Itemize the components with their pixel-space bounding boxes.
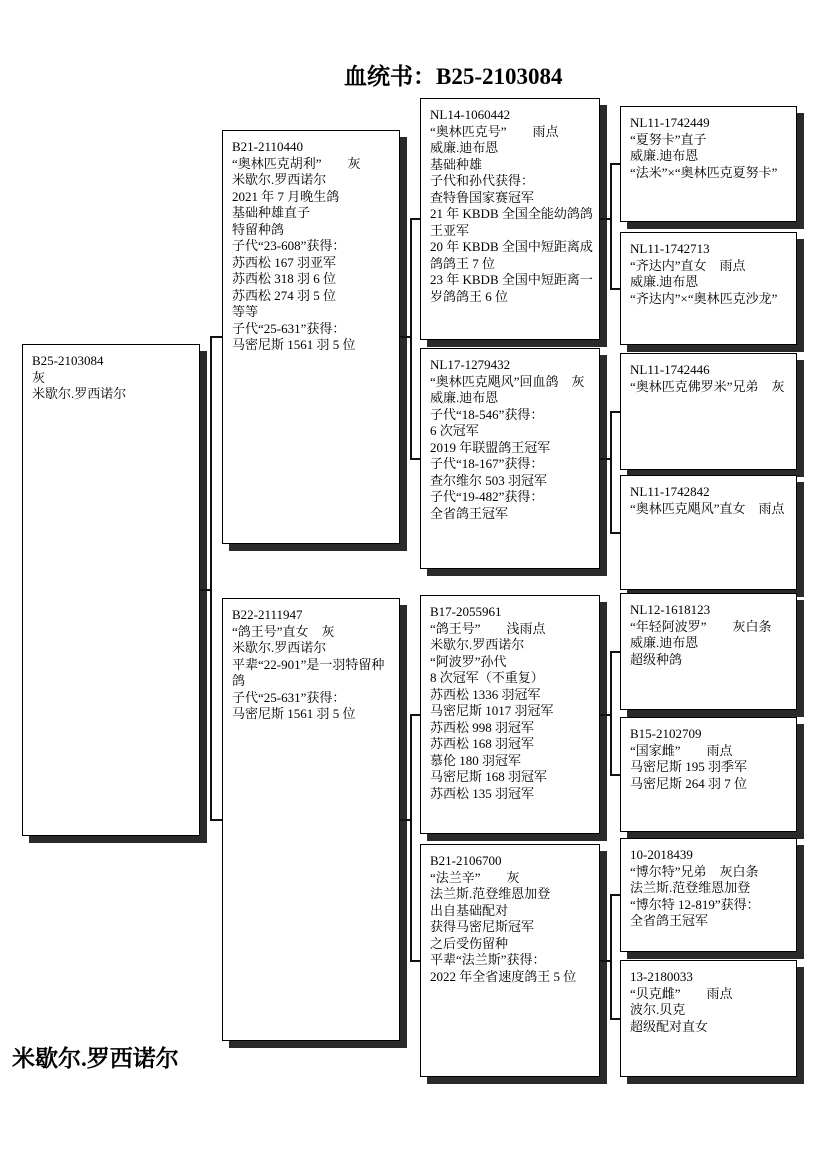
connector-line <box>410 714 420 716</box>
pedigree-text-line: B21-2106700 <box>430 853 502 868</box>
pedigree-text-line: 平辈“法兰斯”获得： <box>430 952 546 967</box>
pedigree-text-line: “奥林匹克飓风”直女 雨点 <box>630 500 785 516</box>
connector-line <box>610 894 612 1020</box>
pedigree-text-line: 子代和孙代获得： <box>430 173 535 188</box>
pedigree-text-line: B25-2103084 <box>32 353 104 368</box>
pedigree-text-line: “鸽王号” 浅雨点 <box>430 620 546 636</box>
pedigree-text-line: 超级种鸽 <box>630 651 683 667</box>
pedigree-text-line: “奥林匹克飓风”回血鸽 灰 <box>430 373 585 389</box>
pedigree-text-line: “齐达内”×“奥林匹克沙龙” <box>630 290 778 306</box>
pedigree-text-line: “贝克雌” 雨点 <box>630 985 733 1001</box>
pedigree-text-line: 基础种雄 <box>430 156 483 172</box>
pedigree-box-B15-2102709 <box>620 717 797 832</box>
pedigree-text-line: 威廉.迪布恩 <box>430 140 499 155</box>
pedigree-box-NL11-1742449 <box>620 106 797 222</box>
pedigree-text-line: 等等 <box>232 304 259 319</box>
pedigree-box-NL11-1742842 <box>620 475 797 590</box>
pedigree-text-line: 2022 年全省速度鸽王 5 位 <box>430 968 577 984</box>
pedigree-text-line: “博尔特 12-819”获得： <box>630 896 760 912</box>
connector-line <box>610 532 620 534</box>
pedigree-text-line: 苏西松 274 羽 5 位 <box>232 287 337 303</box>
pedigree-text-line: 马密尼斯 1017 羽冠军 <box>430 703 554 718</box>
pedigree-text-line: 查特鲁国家赛冠军 <box>430 189 535 205</box>
connector-line <box>410 960 420 962</box>
pedigree-text-line: 10-2018439 <box>630 847 693 862</box>
connector-line <box>210 336 212 821</box>
pedigree-box-NL12-1618123 <box>620 593 797 710</box>
pedigree-box-13-2180033 <box>620 960 797 1077</box>
pedigree-text-line: “博尔特”兄弟 灰白条 <box>630 863 759 879</box>
pedigree-text-line: 米歇尔.罗西诺尔 <box>430 637 525 652</box>
pedigree-text-line: 13-2180033 <box>630 969 693 984</box>
pedigree-box-B22-2111947 <box>222 598 400 1041</box>
pedigree-text-line: 之后受伤留种 <box>430 935 509 951</box>
pedigree-text-line: 威廉.迪布恩 <box>630 635 699 650</box>
pedigree-text-line: “法米”×“奥林匹克夏努卡” <box>630 164 778 180</box>
pedigree-text-line: B22-2111947 <box>232 607 303 622</box>
pedigree-text-line: 苏西松 168 羽冠军 <box>430 736 535 751</box>
pedigree-text-line: NL11-1742713 <box>630 241 710 256</box>
pedigree-text-line: 马密尼斯 195 羽季军 <box>630 759 748 774</box>
pedigree-text-line: 子代“18-167”获得： <box>430 456 544 471</box>
pedigree-text-line: NL17-1279432 <box>430 357 511 372</box>
pedigree-text-line: 子代“25-631”获得： <box>232 689 346 705</box>
connector-line <box>610 651 612 776</box>
pedigree-text-line: B21-2110440 <box>232 139 304 154</box>
pedigree-text-line: 苏西松 135 羽冠军 <box>430 785 535 801</box>
pedigree-text-line: “奥林匹克胡利” 灰 <box>232 155 361 171</box>
pedigree-text-line: 出自基础配对 <box>430 902 509 918</box>
pedigree-text-line: 波尔.贝克 <box>630 1002 686 1017</box>
pedigree-box-B21-2106700 <box>420 844 600 1077</box>
connector-line <box>610 651 620 653</box>
pedigree-text-line: 子代“19-482”获得： <box>430 489 544 504</box>
pedigree-text-line: “国家雌” 雨点 <box>630 742 733 758</box>
pedigree-text-line: NL11-1742449 <box>630 115 710 130</box>
pedigree-title: 血统书：B25-2103084 <box>344 64 563 89</box>
pedigree-text-line: “法兰辛” 灰 <box>430 869 520 885</box>
pedigree-text-line: “奥林匹克佛罗米”兄弟 灰 <box>630 378 785 394</box>
pedigree-text-line: 马密尼斯 1561 羽 5 位 <box>232 706 356 721</box>
pedigree-text-line: “夏努卡”直子 <box>630 131 707 147</box>
pedigree-text-line: 子代“25-631”获得： <box>232 320 346 336</box>
pedigree-text-line: 基础种雄直子 <box>232 205 311 220</box>
pedigree-text-line: 平辈“22-901”是一羽特留种鸽 <box>232 656 385 688</box>
pedigree-text-line: 马密尼斯 168 羽冠军 <box>430 769 548 784</box>
pedigree-text-line: 马密尼斯 264 羽 7 位 <box>630 775 748 791</box>
connector-line <box>410 714 412 962</box>
pedigree-text-line: 特留种鸽 <box>232 221 285 237</box>
pedigree-text-line: 米歇尔.罗西诺尔 <box>232 640 327 655</box>
pedigree-text-line: 马密尼斯 1561 羽 5 位 <box>232 337 356 352</box>
connector-line <box>410 458 420 460</box>
pedigree-box-B21-2110440 <box>222 130 400 544</box>
pedigree-box-NL11-1742446 <box>620 353 797 470</box>
pedigree-text-line: 威廉.迪布恩 <box>430 390 499 405</box>
connector-line <box>210 336 222 338</box>
pedigree-text-line: B17-2055961 <box>430 604 502 619</box>
pedigree-box-NL11-1742713 <box>620 232 797 345</box>
pedigree-text-line: 获得马密尼斯冠军 <box>430 919 535 934</box>
pedigree-text-line: 2019 年联盟鸽王冠军 <box>430 439 551 455</box>
connector-line <box>410 218 420 220</box>
connector-line <box>610 288 620 290</box>
pedigree-box-NL17-1279432 <box>420 348 600 569</box>
pedigree-text-line: 子代“18-546”获得： <box>430 406 544 422</box>
pedigree-box-B25-2103084 <box>22 344 200 836</box>
pedigree-text-line: 苏西松 167 羽亚军 <box>232 254 337 270</box>
pedigree-text-line: NL11-1742842 <box>630 484 710 499</box>
pedigree-text-line: 全省鸽王冠军 <box>430 505 509 521</box>
pedigree-text-line: B15-2102709 <box>630 726 702 741</box>
pedigree-text-line: 苏西松 1336 羽冠军 <box>430 686 541 702</box>
pedigree-text-line: 米歇尔.罗西诺尔 <box>32 386 127 401</box>
pedigree-text-line: 法兰斯.范登维恩加登 <box>630 880 751 895</box>
pedigree-text-line: 全省鸽王冠军 <box>630 913 709 928</box>
connector-line <box>610 894 620 896</box>
pedigree-text-line: NL14-1060442 <box>430 107 511 122</box>
pedigree-text-line: NL12-1618123 <box>630 602 711 617</box>
pedigree-text-line: 8 次冠军（不重复） <box>430 670 544 685</box>
pedigree-text-line: 苏西松 998 羽冠军 <box>430 719 535 735</box>
pedigree-text-line: NL11-1742446 <box>630 362 710 377</box>
pedigree-text-line: 超级配对直女 <box>630 1018 709 1034</box>
pedigree-text-line: 灰 <box>32 369 46 385</box>
pedigree-box-10-2018439 <box>620 838 797 952</box>
pedigree-text-line: 查尔维尔 503 羽冠军 <box>430 472 548 488</box>
pedigree-text-line: 21 年 KBDB 全国全能幼鸽鸽王亚军 <box>430 206 593 238</box>
pedigree-text-line: 威廉.迪布恩 <box>630 148 699 163</box>
breeder-name: 米歇尔.罗西诺尔 <box>12 1046 179 1071</box>
connector-line <box>410 218 412 460</box>
pedigree-text-line: “阿波罗”孙代 <box>430 653 507 669</box>
pedigree-text-line: “年轻阿波罗” 灰白条 <box>630 618 772 634</box>
pedigree-text-line: 子代“23-608”获得： <box>232 238 346 253</box>
pedigree-text-line: “齐达内”直女 雨点 <box>630 257 746 273</box>
connector-line <box>610 411 620 413</box>
pedigree-text-line: 法兰斯.范登维恩加登 <box>430 886 551 901</box>
pedigree-box-B17-2055961 <box>420 595 600 834</box>
pedigree-text-line: “奥林匹克号” 雨点 <box>430 123 559 139</box>
pedigree-text-line: 米歇尔.罗西诺尔 <box>232 172 327 187</box>
pedigree-box-NL14-1060442 <box>420 98 600 340</box>
connector-line <box>610 411 612 534</box>
pedigree-text-line: 20 年 KBDB 全国中短距离成鸽鸽王 7 位 <box>430 239 593 271</box>
connector-line <box>610 163 612 290</box>
connector-line <box>610 1018 620 1020</box>
pedigree-text-line: 23 年 KBDB 全国中短距离一岁鸽鸽王 6 位 <box>430 272 593 304</box>
pedigree-text-line: 6 次冠军 <box>430 423 479 438</box>
pedigree-text-line: 苏西松 318 羽 6 位 <box>232 271 337 286</box>
pedigree-text-line: 慕伦 180 羽冠军 <box>430 752 522 768</box>
pedigree-text-line: 威廉.迪布恩 <box>630 274 699 289</box>
pedigree-text-line: “鸽王号”直女 灰 <box>232 623 335 639</box>
connector-line <box>610 774 620 776</box>
pedigree-text-line: 2021 年 7 月晚生鸽 <box>232 188 340 204</box>
connector-line <box>610 163 620 165</box>
connector-line <box>210 819 222 821</box>
